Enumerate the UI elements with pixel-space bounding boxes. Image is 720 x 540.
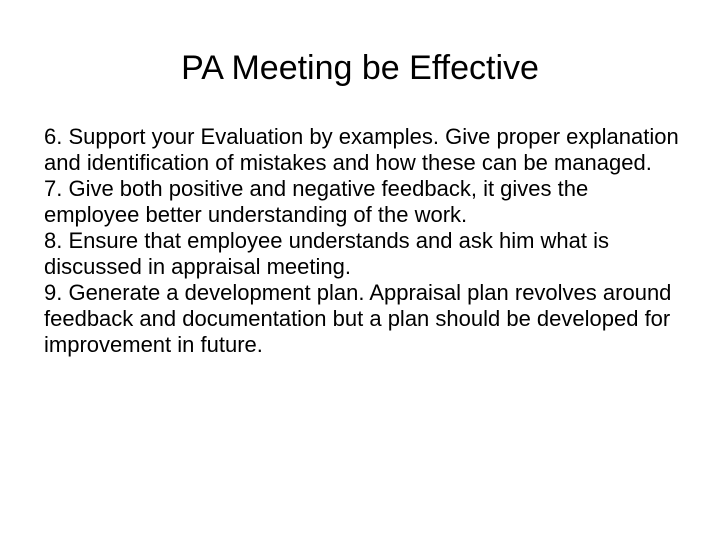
list-item: 8. Ensure that employee understands and ask him what is discussed in appraisal meeting. (44, 228, 609, 279)
list-item: 6. Support your Evaluation by examples. Give proper explanation and identification of mistakes and how these can be managed. (44, 124, 679, 175)
list-item: 7. Give both positive and negative feedback, it gives the employee better understanding of the work. (44, 176, 589, 227)
slide-title: PA Meeting be Effective (181, 49, 539, 87)
slide-body (44, 124, 688, 358)
list-item: 9. Generate a development plan. Appraisal plan revolves around feedback and documentation but a plan should be developed for improvement in future. (44, 280, 672, 357)
